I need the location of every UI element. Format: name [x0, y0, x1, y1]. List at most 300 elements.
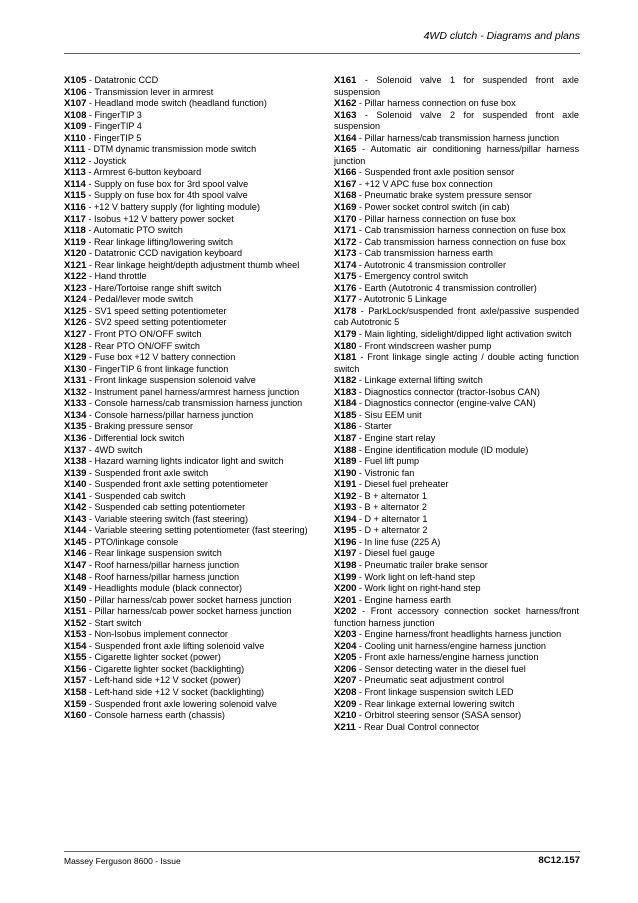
connector-code: X124: [64, 294, 87, 306]
connector-code: X153: [64, 629, 87, 641]
connector-description: - Datatronic CCD navigation keyboard: [86, 248, 243, 259]
connector-entry: [64, 341, 317, 353]
connector-entry: [334, 133, 579, 145]
connector-description: - Linkage external lifting switch: [356, 375, 483, 386]
connector-entry: [64, 306, 317, 318]
connector-description: - Cab transmission harness connection on fuse box: [356, 236, 566, 247]
connector-entry: [334, 202, 579, 214]
connector-code: X139: [64, 467, 87, 479]
footer-page-number: 8C12.157: [538, 855, 580, 866]
connector-description: - Supply on fuse box for 4th spool valve: [85, 190, 248, 201]
connector-entry: [64, 237, 317, 249]
connector-entry: [64, 664, 317, 676]
connector-code: X142: [64, 502, 87, 514]
connector-entry: [64, 491, 317, 503]
connector-entry: [334, 606, 579, 629]
footer-rule: [64, 851, 580, 852]
connector-description: - Rear linkage external lowering switch: [356, 698, 515, 709]
connector-code: X188: [334, 444, 357, 456]
connector-code: X121: [64, 259, 87, 271]
connector-description: - Joystick: [85, 155, 127, 166]
connector-entry: [64, 387, 317, 399]
connector-entry: [334, 479, 579, 491]
connector-entry: [334, 306, 579, 329]
connector-code: X138: [64, 456, 87, 468]
connector-code: X130: [64, 363, 87, 375]
connector-code: X131: [64, 375, 87, 387]
connector-entry: [334, 491, 579, 503]
connector-code: X129: [64, 352, 87, 364]
connector-code: X165: [334, 144, 357, 156]
connector-description: - Work light on right-hand step: [356, 583, 481, 594]
connector-description: - Suspended front axle position sensor: [356, 167, 515, 178]
connector-entry: [334, 699, 579, 711]
connector-description: - Front axle harness/engine harness junction: [356, 652, 539, 663]
connector-description: - Automatic PTO switch: [85, 225, 183, 236]
connector-entry: [64, 537, 317, 549]
connector-code: X180: [334, 340, 357, 352]
connector-entry: [64, 156, 317, 168]
connector-code: X183: [334, 386, 357, 398]
connector-entry: [64, 699, 317, 711]
connector-code: X137: [64, 444, 87, 456]
connector-entry: [64, 364, 317, 376]
connector-code: X196: [334, 536, 357, 548]
connector-description: - Cab transmission harness connection on fuse box: [356, 225, 566, 236]
connector-entry: [64, 618, 317, 630]
connector-description: - D + alternator 1: [356, 513, 428, 524]
connector-entry: [64, 283, 317, 295]
connector-description: - Front linkage suspension solenoid valve: [86, 375, 256, 386]
connector-description: - Earth (Autotronic 4 transmission controller): [356, 282, 537, 293]
connector-description: - FingerTIP 3: [86, 109, 142, 120]
connector-code: X197: [334, 548, 357, 560]
connector-code: X158: [64, 686, 87, 698]
connector-description: - Pillar harness connection on fuse box: [356, 213, 516, 224]
connector-entry: [334, 387, 579, 399]
connector-description: - Suspended cab setting potentiometer: [86, 502, 246, 513]
connector-entry: [64, 294, 317, 306]
connector-description: - Sisu EEM unit: [356, 409, 422, 420]
connector-code: X157: [64, 675, 87, 687]
connector-code: X144: [64, 525, 87, 537]
connector-code: X135: [64, 421, 87, 433]
connector-description: - FingerTIP 6 front linkage function: [86, 363, 229, 374]
connector-code: X176: [334, 282, 357, 294]
connector-entry: [64, 179, 317, 191]
connector-code: X203: [334, 629, 357, 641]
connector-entry: [64, 260, 317, 272]
connector-description: - Engine harness/front headlights harness junction: [356, 629, 562, 640]
connector-description: - SV2 speed setting potentiometer: [86, 317, 227, 328]
connector-code: X107: [64, 98, 87, 110]
connector-code: X193: [334, 502, 357, 514]
connector-entry: [334, 675, 579, 687]
connector-code: X169: [334, 202, 357, 214]
connector-entry: [334, 595, 579, 607]
connector-code: X185: [334, 409, 357, 421]
connector-description: - Braking pressure sensor: [86, 421, 194, 432]
connector-code: X119: [64, 236, 86, 248]
connector-description: - Pillar harness/cab transmission harness junction: [356, 132, 560, 143]
connector-entry: [64, 214, 317, 226]
connector-description: - D + alternator 2: [356, 525, 428, 536]
connector-entry: [64, 98, 317, 110]
connector-entry: [64, 202, 317, 214]
connector-description: - Hare/Tortoise range shift switch: [86, 282, 222, 293]
connector-entry: [334, 629, 579, 641]
connector-code: X198: [334, 559, 357, 571]
connector-code: X126: [64, 317, 87, 329]
connector-code: X151: [64, 606, 87, 618]
connector-entry: [334, 167, 579, 179]
connector-code: X163: [334, 109, 357, 121]
connector-code: X143: [64, 513, 87, 525]
connector-entry: [64, 572, 317, 584]
connector-entry: [334, 537, 579, 549]
connector-code: X140: [64, 479, 87, 491]
connector-code: X194: [334, 513, 357, 525]
connector-description: - Fuel lift pump: [356, 456, 420, 467]
connector-description: - Main lighting, sidelight/dipped light activation switch: [356, 329, 572, 340]
connector-entry: [64, 502, 317, 514]
connector-code: X125: [64, 305, 87, 317]
connector-description: - DTM dynamic transmission mode switch: [85, 144, 257, 155]
connector-description: - Suspended front axle lowering solenoid valve: [86, 698, 277, 709]
connector-description: - FingerTIP 5: [85, 132, 142, 143]
connector-description: - Diagnostics connector (tractor-Isobus CAN): [356, 386, 540, 397]
connector-description: - Front PTO ON/OFF switch: [86, 329, 202, 340]
connector-description: - Pillar harness connection on fuse box: [356, 98, 516, 109]
connector-entry: [334, 514, 579, 526]
connector-entry: [334, 237, 579, 249]
connector-description: - FingerTIP 4: [86, 121, 142, 132]
connector-description: - Roof harness/pillar harness junction: [86, 571, 240, 582]
connector-code: X120: [64, 248, 87, 260]
connector-description: - Pneumatic trailer brake sensor: [356, 559, 488, 570]
connector-code: X211: [334, 721, 356, 733]
connector-code: X174: [334, 259, 357, 271]
connector-code: X206: [334, 663, 357, 675]
connector-code: X113: [64, 167, 86, 179]
connector-code: X141: [64, 490, 87, 502]
connector-description: - Cigarette lighter socket (backlighting): [86, 663, 245, 674]
connector-code: X167: [334, 178, 357, 190]
connector-code: X164: [334, 132, 357, 144]
connector-description: - B + alternator 2: [356, 502, 427, 513]
connector-entry: [64, 121, 317, 133]
connector-entry: [64, 710, 317, 722]
connector-code: X111: [64, 144, 86, 156]
connector-entry: [334, 75, 579, 98]
connector-entry: [334, 687, 579, 699]
connector-entry: [334, 722, 579, 734]
connector-code: X199: [334, 571, 357, 583]
connector-description: - Engine harness earth: [356, 594, 451, 605]
connector-code: X112: [64, 155, 86, 167]
connector-description: - Rear PTO ON/OFF switch: [86, 340, 200, 351]
connector-entry: [64, 629, 317, 641]
connector-entry: [334, 525, 579, 537]
connector-code: X207: [334, 675, 357, 687]
connector-code: X187: [334, 432, 357, 444]
connector-entry: [64, 329, 317, 341]
connector-entry: [64, 167, 317, 179]
connector-description: - Pillar harness/cab power socket harness junction: [86, 606, 292, 617]
connector-description: - PTO/linkage console: [86, 536, 179, 547]
connector-entry: [334, 456, 579, 468]
connector-entry: [334, 283, 579, 295]
connector-entry: [64, 317, 317, 329]
connector-description: - Cigarette lighter socket (power): [86, 652, 221, 663]
connector-description: - Pedal/lever mode switch: [86, 294, 194, 305]
connector-entry: [64, 595, 317, 607]
connector-description: - ParkLock/suspended front axle/passive suspended cab Autotronic 5: [334, 305, 579, 328]
connector-description: - Headland mode switch (headland function): [86, 98, 267, 109]
connector-description: - Fuse box +12 V battery connection: [86, 352, 236, 363]
connector-code: X159: [64, 698, 87, 710]
connector-description: - Hazard warning lights indicator light and switch: [86, 456, 284, 467]
connector-code: X177: [334, 294, 357, 306]
connector-code: X210: [334, 710, 357, 722]
connector-entry: [64, 606, 317, 618]
connector-entry: [64, 641, 317, 653]
connector-entry: [334, 110, 579, 133]
connector-entry: [334, 583, 579, 595]
connector-description: - Cab transmission harness earth: [356, 248, 493, 259]
connector-description: - Rear Dual Control connector: [355, 721, 480, 732]
connector-entry: [334, 271, 579, 283]
connector-description: - B + alternator 1: [356, 490, 427, 501]
connector-entry: [64, 560, 317, 572]
connector-description: - Suspended front axle setting potentiometer: [86, 479, 268, 490]
connector-description: - Console harness/cab transmission harness junction: [86, 398, 303, 409]
connector-entry: [334, 652, 579, 664]
connector-description: - Work light on left-hand step: [356, 571, 476, 582]
connector-description: - Emergency control switch: [356, 271, 469, 282]
connector-description: - Automatic air conditioning harness/pillar harness junction: [334, 144, 579, 166]
connector-code: X192: [334, 490, 357, 502]
connector-entry: [64, 144, 317, 156]
connector-description: - Diesel fuel gauge: [356, 548, 435, 559]
connector-entry: [64, 87, 317, 99]
connector-code: X117: [64, 213, 86, 225]
connector-code: X175: [334, 271, 357, 283]
connector-description: - Power socket control switch (in cab): [356, 202, 510, 213]
header-rule: [64, 53, 580, 54]
connector-code: X134: [64, 409, 87, 421]
connector-description: - Hand throttle: [86, 271, 147, 282]
connector-description: - Front accessory connection socket harness/front function harness junction: [334, 606, 579, 628]
connector-code: X115: [64, 190, 86, 202]
connector-code: X168: [334, 190, 357, 202]
connector-description: - Transmission lever in armrest: [86, 86, 214, 97]
connector-entry: [64, 652, 317, 664]
connector-code: X171: [334, 225, 357, 237]
connector-description: - Suspended front axle lifting solenoid valve: [86, 640, 265, 651]
connector-code: X122: [64, 271, 87, 283]
connector-entry: [64, 75, 317, 87]
connector-description: - Non-Isobus implement connector: [86, 629, 228, 640]
connector-code: X200: [334, 583, 357, 595]
connector-code: X123: [64, 282, 87, 294]
connector-code: X133: [64, 398, 87, 410]
connector-description: - +12 V APC fuse box connection: [356, 178, 493, 189]
connector-code: X189: [334, 456, 357, 468]
connector-description: - Front linkage suspension switch LED: [356, 686, 514, 697]
connector-entry: [64, 410, 317, 422]
connector-code: X190: [334, 467, 357, 479]
connector-entry: [64, 675, 317, 687]
connector-code: X152: [64, 617, 87, 629]
connector-code: X209: [334, 698, 357, 710]
connector-entry: [334, 225, 579, 237]
connector-description: - Diagnostics connector (engine-valve CAN): [356, 398, 536, 409]
connector-entry: [64, 468, 317, 480]
connector-code: X156: [64, 663, 87, 675]
connector-code: X160: [64, 710, 87, 722]
connector-list-right: [334, 75, 579, 733]
connector-description: - Pneumatic brake system pressure sensor: [356, 190, 532, 201]
connector-description: - Instrument panel harness/armrest harness junction: [86, 386, 300, 397]
connector-entry: [334, 260, 579, 272]
connector-code: X105: [64, 75, 87, 86]
connector-code: X204: [334, 640, 357, 652]
connector-code: X208: [334, 686, 357, 698]
connector-code: X110: [64, 132, 86, 144]
connector-description: - Supply on fuse box for 3rd spool valve: [85, 178, 249, 189]
connector-description: - 4WD switch: [86, 444, 143, 455]
connector-code: X118: [64, 225, 86, 237]
connector-description: - Pneumatic seat adjustment control: [356, 675, 504, 686]
connector-entry: [334, 248, 579, 260]
connector-code: X132: [64, 386, 87, 398]
connector-description: - Pillar harness/cab power socket harness junction: [86, 594, 292, 605]
connector-entry: [334, 468, 579, 480]
connector-entry: [64, 110, 317, 122]
connector-description: - Variable steering switch (fast steering): [86, 513, 248, 524]
connector-entry: [334, 214, 579, 226]
connector-code: X170: [334, 213, 357, 225]
page-header-title: 4WD clutch - Diagrams and plans: [423, 30, 580, 42]
connector-code: X154: [64, 640, 87, 652]
connector-entry: [334, 433, 579, 445]
connector-description: - Solenoid valve 2 for suspended front axle suspension: [334, 109, 579, 132]
connector-code: X116: [64, 202, 86, 214]
connector-entry: [334, 329, 579, 341]
connector-entry: [334, 710, 579, 722]
connector-entry: [334, 352, 579, 375]
connector-entry: [334, 641, 579, 653]
connector-code: X146: [64, 548, 87, 560]
connector-description: - +12 V battery supply (for lighting module): [85, 202, 261, 213]
connector-description: - Solenoid valve 1 for suspended front axle suspension: [334, 75, 579, 97]
connector-code: X202: [334, 606, 357, 618]
connector-description: - Armrest 6-button keyboard: [85, 167, 202, 178]
connector-description: - Suspended front axle switch: [86, 467, 209, 478]
connector-code: X162: [334, 98, 357, 110]
connector-code: X155: [64, 652, 87, 664]
connector-description: - Front windscreen washer pump: [356, 340, 492, 351]
connector-entry: [334, 502, 579, 514]
connector-entry: [64, 248, 317, 260]
connector-description: - Suspended cab switch: [86, 490, 186, 501]
connector-entry: [64, 133, 317, 145]
connector-entry: [334, 560, 579, 572]
connector-entry: [64, 421, 317, 433]
connector-code: X173: [334, 248, 357, 260]
connector-entry: [334, 179, 579, 191]
connector-code: X161: [334, 75, 357, 86]
connector-code: X205: [334, 652, 357, 664]
connector-description: - Left-hand side +12 V socket (power): [86, 675, 241, 686]
connector-entry: [334, 341, 579, 353]
connector-code: X128: [64, 340, 87, 352]
connector-description: - Console harness/pillar harness junction: [86, 409, 254, 420]
connector-entry: [334, 410, 579, 422]
connector-code: X150: [64, 594, 87, 606]
connector-description: - Rear linkage suspension switch: [86, 548, 222, 559]
connector-description: - Differential lock switch: [86, 432, 185, 443]
connector-description: - Variable steering setting potentiometer (fast steering): [86, 525, 308, 536]
connector-description: - Engine identification module (ID module): [356, 444, 529, 455]
connector-description: - Rear linkage height/depth adjustment thumb wheel: [86, 259, 300, 270]
connector-description: - Engine start relay: [356, 432, 436, 443]
connector-entry: [334, 445, 579, 457]
connector-code: X108: [64, 109, 87, 121]
connector-entry: [64, 352, 317, 364]
connector-description: - Console harness earth (chassis): [86, 710, 225, 721]
connector-code: X184: [334, 398, 357, 410]
connector-code: X166: [334, 167, 357, 179]
connector-code: X172: [334, 236, 357, 248]
connector-code: X201: [334, 594, 357, 606]
connector-code: X127: [64, 329, 87, 341]
connector-entry: [334, 98, 579, 110]
connector-code: X145: [64, 536, 87, 548]
connector-description: - Autotronic 4 transmission controller: [356, 259, 507, 270]
connector-code: X147: [64, 559, 87, 571]
connector-entry: [334, 664, 579, 676]
connector-code: X182: [334, 375, 357, 387]
connector-code: X178: [334, 305, 357, 317]
connector-description: - Orbitrol steering sensor (SASA sensor): [356, 710, 522, 721]
connector-list-left: [64, 75, 317, 722]
connector-description: - Left-hand side +12 V socket (backlighting): [86, 686, 265, 697]
connector-entry: [334, 421, 579, 433]
connector-description: - Starter: [356, 421, 392, 432]
connector-entry: [64, 456, 317, 468]
connector-description: - SV1 speed setting potentiometer: [86, 305, 227, 316]
connector-description: - Diesel fuel preheater: [356, 479, 449, 490]
connector-description: - Autotronic 5 Linkage: [356, 294, 447, 305]
connector-description: - In line fuse (225 A): [356, 536, 441, 547]
connector-entry: [334, 548, 579, 560]
connector-code: X109: [64, 121, 87, 133]
connector-entry: [334, 190, 579, 202]
connector-code: X195: [334, 525, 357, 537]
connector-entry: [64, 687, 317, 699]
connector-entry: [64, 398, 317, 410]
connector-code: X148: [64, 571, 87, 583]
connector-code: X106: [64, 86, 87, 98]
connector-entry: [64, 433, 317, 445]
connector-code: X181: [334, 352, 357, 364]
connector-entry: [64, 514, 317, 526]
connector-description: - Cooling unit harness/engine harness junction: [356, 640, 546, 651]
connector-entry: [64, 271, 317, 283]
connector-code: X114: [64, 178, 86, 190]
